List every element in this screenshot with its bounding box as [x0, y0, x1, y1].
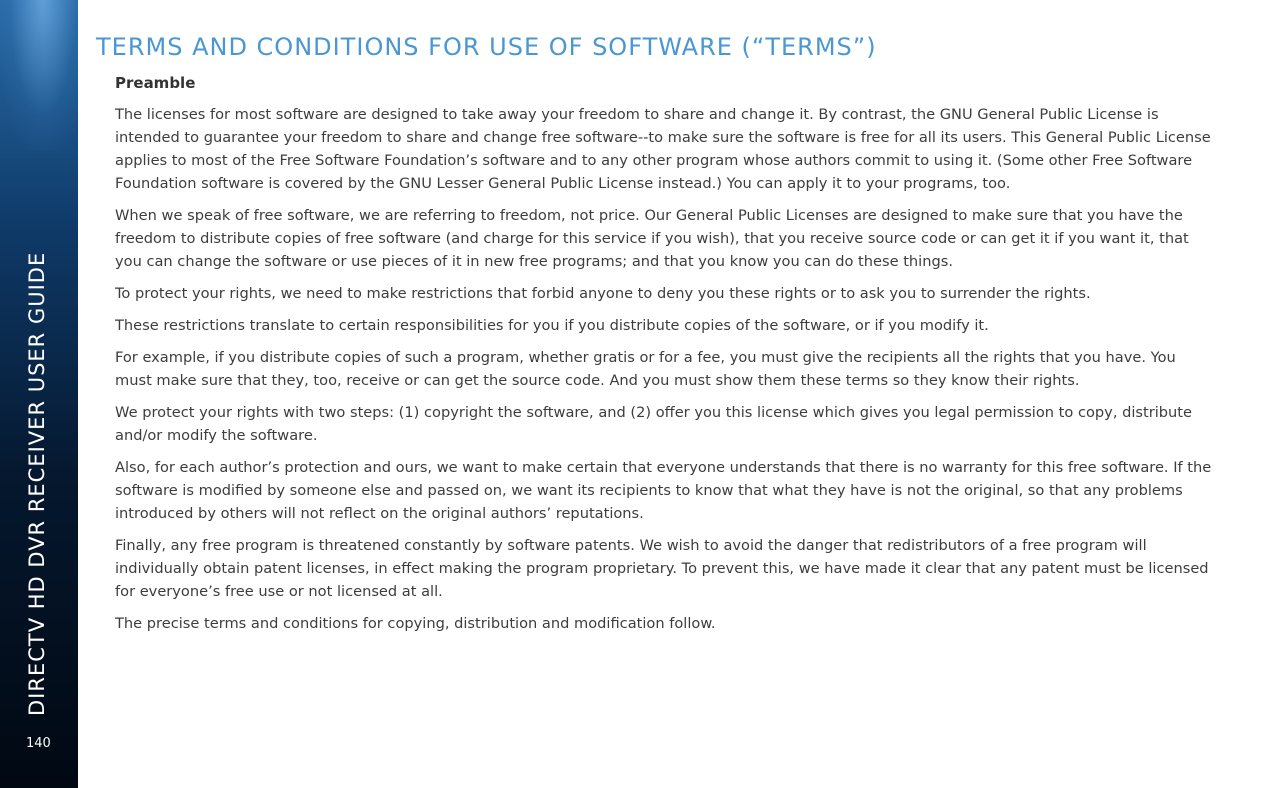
- paragraph: When we speak of free software, we are referring to freedom, not price. Our General Public Licenses are designed to make sure that you have the freedom to distribute copies of free software (and charge for this service if you wish), that you receive source code or can get it if you want it, that you can change the software or use pieces of it in new free programs; and that you know you can do these things.: [115, 207, 1189, 270]
- main-content: [115, 72, 1215, 644]
- paragraph: Finally, any free program is threatened constantly by software patents. We wish to avoid the danger that redistributors of a free program will individually obtain patent licenses, in effect making the program proprietary. To prevent this, we have made it clear that any patent must be licensed for everyone’s free use or not licensed at all.: [115, 537, 1209, 600]
- paragraph: For example, if you distribute copies of such a program, whether gratis or for a fee, you must give the recipients all the rights that you have. You must make sure that they, too, receive or can get the source code. And you must show them these terms so they know their rights.: [115, 349, 1176, 389]
- paragraph: The licenses for most software are designed to take away your freedom to share and change it. By contrast, the GNU General Public License is intended to guarantee your freedom to share and change free software--to make sure the software is free for all its users. This General Public License applies to most of the Free Software Foundation’s software and to any other program whose authors commit to using it. (Some other Free Software Foundation software is covered by the GNU Lesser General Public License instead.) You can apply it to your programs, too.: [115, 106, 1211, 192]
- section-subheading: Preamble: [115, 74, 196, 92]
- paragraph: Also, for each author’s protection and ours, we want to make certain that everyone understands that there is no warranty for this free software. If the software is modified by someone else and passed on, we want its recipients to know that what they have is not the original, so that any problems introduced by others will not reflect on the original authors’ reputations.: [115, 459, 1212, 522]
- page-title: TERMS AND CONDITIONS FOR USE OF SOFTWARE (“TERMS”): [96, 33, 877, 61]
- guide-title: DIRECTV HD DVR RECEIVER USER GUIDE: [25, 251, 49, 716]
- paragraph: We protect your rights with two steps: (1) copyright the software, and (2) offer you this license which gives you legal permission to copy, distribute and/or modify the software.: [115, 404, 1193, 444]
- paragraph: These restrictions translate to certain responsibilities for you if you distribute copies of the software, or if you modify it.: [115, 317, 989, 334]
- paragraph: To protect your rights, we need to make restrictions that forbid anyone to deny you these rights or to ask you to surrender the rights.: [115, 285, 1091, 302]
- page-number: 140: [26, 736, 51, 751]
- sidebar: [0, 0, 78, 788]
- paragraph: The precise terms and conditions for copying, distribution and modification follow.: [115, 615, 716, 632]
